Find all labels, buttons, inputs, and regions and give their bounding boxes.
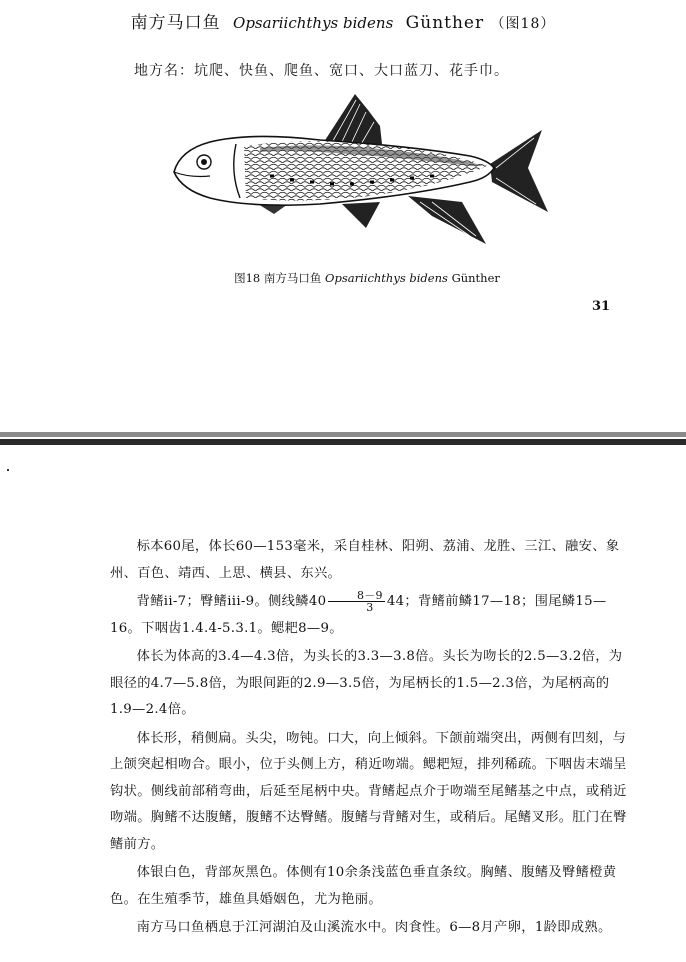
ventral-fin <box>342 202 380 228</box>
paragraph-morphology: 体长形，稍侧扁。头尖，吻钝。口大，向上倾斜。下颌前端突出，两侧有凹刻，与上颌突起相吻合。眼小，位于头侧上方，稍近吻端。鳃耙短，排列稀疏。下咽齿末端呈钩状。侧线前部稍弯曲，后延至尾柄中央。背鳍起点介于吻端至尾鳍基之中点，或稍近吻端。胸鳍不达腹鳍，腹鳍不达臀鳍。腹鳍与背鳍对生，或稍后。尾鳍叉形。肛门在臀鳍前方。 <box>110 730 627 852</box>
title-chinese-name: 南方马口鱼 <box>130 13 221 33</box>
local-names: 地方名：坑爬、快鱼、爬鱼、宽口、大口蓝刀、花手巾。 <box>134 63 509 79</box>
fish-illustration <box>170 86 562 256</box>
species-description <box>110 534 628 944</box>
top-page <box>0 0 686 432</box>
page-number: 31 <box>592 299 611 314</box>
page-title <box>0 8 686 33</box>
scan-speck <box>7 469 9 471</box>
caption-label: 图18 <box>234 271 261 285</box>
fin-counts-text-a: 背鳍ii-7；臀鳍iii-9。侧线鳞40 <box>136 594 327 609</box>
fin-counts-text-b: 44；背鳍前鳞17—18；围尾鳞15—16。下咽齿1.4.4-5.3.1。鳃耙8—9。 <box>110 594 607 636</box>
fraction-numerator: 8－9 <box>328 590 385 602</box>
title-author: Günther <box>405 13 485 33</box>
paragraph-specimens: 标本60尾，体长60—153毫米，采自桂林、阳朔、荔浦、龙胜、三江、融安、象州、百色、靖西、上思、横县、东兴。 <box>110 539 620 581</box>
title-figure-ref: （图18） <box>490 16 556 32</box>
fraction-denominator: 3 <box>366 601 374 614</box>
paragraph-proportions: 体长为体高的3.4—4.3倍，为头长的3.3—3.8倍。头长为吻长的2.5—3.2倍，为眼径的4.7—5.8倍，为眼间距的2.9—3.5倍，为尾柄长的1.5—2.3倍，为尾柄高的1.9—2.4倍。 <box>110 649 623 717</box>
caption-chinese-name: 南方马口鱼 <box>263 271 322 285</box>
caption-author: Günther <box>451 271 500 285</box>
figure-caption <box>0 270 686 286</box>
page-separator-light <box>0 432 686 437</box>
caption-latin-name: Opsariichthys bidens <box>325 271 448 285</box>
lateral-line-fraction <box>328 590 385 613</box>
title-latin-name: Opsariichthys bidens <box>233 14 394 32</box>
paragraph-habitat: 南方马口鱼栖息于江河湖泊及山溪流水中。肉食性。6—8月产卵，1龄即成熟。 <box>136 920 612 935</box>
page-separator-dark <box>0 439 686 445</box>
caudal-fin <box>490 130 548 212</box>
paragraph-coloration: 体银白色，背部灰黑色。体侧有10余条浅蓝色垂直条纹。胸鳍、腹鳍及臀鳍橙黄色。在生殖季节，雄鱼具婚姻色，尤为艳丽。 <box>110 865 617 907</box>
paragraph-fin-counts <box>110 589 628 642</box>
